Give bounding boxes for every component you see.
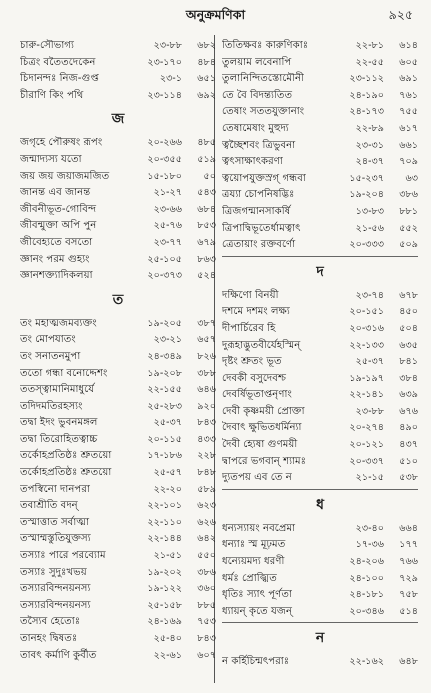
index-entry xyxy=(222,571,418,588)
entry-term: তদ্বা ইদং ভুবনমঙ্গল xyxy=(20,417,98,429)
entry-page: ৩৮৬ xyxy=(399,189,418,201)
index-entry xyxy=(20,135,216,152)
entry-page: ৮৫৩ xyxy=(197,220,216,232)
entry-page: ৮৪৮ xyxy=(197,467,216,479)
entry-page: ৬৪৮ xyxy=(399,656,418,668)
entry-term: ততস্ত্বামানিমাধুর্যে xyxy=(20,384,95,396)
index-entry xyxy=(222,537,418,554)
entry-term: চীরাণি কিং পথি xyxy=(20,89,84,101)
entry-page: ৫৫০ xyxy=(197,550,216,562)
entry-page: ৬৩৯ xyxy=(399,389,418,401)
entry-page: ৩৮৮ xyxy=(197,367,216,379)
entry-reference: ২৩-৭৭ xyxy=(153,236,182,248)
entry-page: ৬৪৬ xyxy=(197,384,216,396)
entry-page: ৫০ xyxy=(203,170,216,182)
entry-reference: ২৪-১৯০ xyxy=(349,89,384,101)
entry-reference: ২৪-১৬৯ xyxy=(147,616,182,628)
index-entry xyxy=(20,415,216,432)
index-entry xyxy=(222,121,418,138)
entry-reference: ১৫-২৩৭ xyxy=(349,172,384,184)
entry-page: ৬৭৮ xyxy=(399,289,418,301)
entry-term: ততো গন্ধা বনোদ্দেশং xyxy=(20,367,108,379)
entry-reference: ২৩-১ xyxy=(159,73,182,85)
entry-page: ৭৫৮ xyxy=(399,589,418,601)
entry-term: তস্যৈব হেতোঃ xyxy=(20,616,81,628)
entry-term: চিদানন্দঃ নিজ-গুপ্ত xyxy=(20,73,99,85)
entry-page: ৬৬১ xyxy=(399,139,418,151)
index-entry xyxy=(222,104,418,121)
entry-term: তস্যাঃ পারে পরব্যোম xyxy=(20,550,106,562)
entry-term: তেষামেষাং মুহুদ্য xyxy=(222,122,289,134)
entry-page: ৭০৯ xyxy=(399,156,418,168)
index-entry xyxy=(20,498,216,515)
index-entry xyxy=(20,185,216,202)
index-entry xyxy=(20,382,216,399)
entry-term: দৃষ্টং শ্রুতং ভূত xyxy=(222,356,282,368)
entry-page: ৬৭৬ xyxy=(399,405,418,417)
index-entry xyxy=(20,465,216,482)
entry-reference: ১৯-২০৮ xyxy=(147,367,182,379)
entry-page: ৫১৪ xyxy=(399,605,418,617)
entry-term: দশমে দশমং লক্ষ্য xyxy=(222,306,290,318)
entry-term: চিত্রং বতৈতদেকেন xyxy=(20,56,96,68)
index-entry xyxy=(222,138,418,155)
entry-term: ত্বৎসাক্ষাৎকরণা xyxy=(222,156,283,168)
entry-page: ৭৬১ xyxy=(399,89,418,101)
entry-term: তদিদমতিরহস্যং xyxy=(20,400,83,412)
index-entry xyxy=(20,565,216,582)
index-entry xyxy=(222,38,418,55)
entry-term: ধন্যাঃ স্ম মূঢ়মত xyxy=(222,539,286,551)
entry-page: ৮৬৩ xyxy=(197,253,216,265)
entry-term: তস্যারবিন্দনয়নস্য xyxy=(20,599,91,611)
index-entry xyxy=(20,448,216,465)
entry-reference: ১৩-৮৩ xyxy=(355,205,384,217)
entry-reference: ২৩-৭৪ xyxy=(355,289,384,301)
index-entry xyxy=(222,187,418,204)
entry-term: তর্কোহপ্রতিষ্ঠঃ শ্রুতয়ো xyxy=(20,467,112,479)
entry-term: জ্ঞানং পরম গুহ্যং xyxy=(20,253,90,265)
entry-term: জয় জয় জয়াজমজিত xyxy=(20,170,110,182)
index-entry xyxy=(20,218,216,235)
entry-page: ৩৮৭ xyxy=(197,317,216,329)
entry-term: ত্বচ্ছৈশবং ত্রিভুবনা xyxy=(222,139,296,151)
entry-reference: ২৫-৫৭ xyxy=(153,467,182,479)
index-entry xyxy=(222,304,418,321)
section-ta-entries xyxy=(20,316,216,664)
entry-page: ৪৩৭ xyxy=(399,439,418,451)
left-top-entries xyxy=(20,38,216,104)
entry-reference: ১৭-৩৬ xyxy=(355,539,384,551)
entry-term: দৈবাৎ ক্ষুভিতধর্মিন্যা xyxy=(222,422,302,434)
index-entry xyxy=(20,581,216,598)
entry-term: জীবন্মুক্তা অপি পুন xyxy=(20,220,97,232)
entry-term: জন্মাদ্যস্য যতো xyxy=(20,153,82,165)
entry-term: ধর্মঃ প্রোজ্ঝিত xyxy=(222,572,277,584)
index-entry xyxy=(20,202,216,219)
entry-page: ৬৬৪ xyxy=(399,522,418,534)
index-entry xyxy=(222,354,418,371)
index-entry xyxy=(20,366,216,383)
entry-reference: ২৫-১০৫ xyxy=(147,253,182,265)
entry-page: ৭৫৫ xyxy=(399,106,418,118)
entry-page: ৫১৯ xyxy=(197,153,216,165)
entry-page: ৬৫৭ xyxy=(197,334,216,346)
right-column xyxy=(222,38,418,671)
index-entry xyxy=(222,371,418,388)
entry-term: জানন্ত এব জানন্ত xyxy=(20,187,91,199)
index-entry xyxy=(222,521,418,538)
index-entry xyxy=(222,71,418,88)
entry-term: জগৃহে পৌরুষং রূপং xyxy=(20,137,103,149)
index-entry xyxy=(20,598,216,615)
entry-page: ৪৮৫ xyxy=(197,137,216,149)
entry-page: ৩৬০ xyxy=(197,583,216,595)
entry-page: ৮৪৩ xyxy=(197,633,216,644)
entry-reference: ২০-১৫১ xyxy=(349,306,384,318)
entry-page: ৭২৯ xyxy=(399,572,418,584)
entry-page: ৬২৩ xyxy=(197,500,216,512)
index-entry xyxy=(20,332,216,349)
index-entry xyxy=(222,204,418,221)
entry-page: ৬৩৫ xyxy=(399,339,418,351)
entry-term: চারু-সৌভাগ্য xyxy=(20,40,74,51)
entry-page: ৪৫০ xyxy=(399,306,418,318)
entry-term: দৈবী হ্যেষা গুণময়ী xyxy=(222,439,298,451)
entry-page: ৪৩৩ xyxy=(197,433,216,445)
entry-reference: ২২-১৫৫ xyxy=(147,384,182,396)
entry-term: ত্রিজগন্মানসাকর্ষি xyxy=(222,205,291,217)
index-entry xyxy=(20,531,216,548)
entry-page: ৮৮৫ xyxy=(197,599,216,611)
entry-reference: ২৫-৪০ xyxy=(153,633,182,644)
index-entry xyxy=(20,169,216,186)
index-entry xyxy=(20,432,216,449)
entry-term: তং মহাত্মজমব্যক্তং xyxy=(20,317,97,329)
entry-reference: ২৪-১৮১ xyxy=(349,589,384,601)
entry-term: দ্যুতপয় এব তে ন xyxy=(222,472,292,484)
entry-page: ৫০৯ xyxy=(399,239,418,251)
entry-term: দীপার্চিরেব হি xyxy=(222,322,276,334)
entry-page: ৫০৪ xyxy=(399,322,418,334)
entry-reference: ২৩-৮৮ xyxy=(355,405,384,417)
entry-term: দেবকী বসুদেবশ্চ xyxy=(222,372,287,384)
entry-reference: ২২-৫৫ xyxy=(355,56,384,68)
entry-reference: ২০-৩৪৬ xyxy=(349,605,384,617)
entry-reference: ২২-১৪১ xyxy=(349,389,384,401)
entry-reference: ২৫-৩৭ xyxy=(153,417,182,429)
entry-reference: ১৯-২০২ xyxy=(147,566,182,578)
index-entry xyxy=(20,399,216,416)
entry-reference: ২০-৩১৬ xyxy=(349,322,384,334)
entry-page: ৩৮৬ xyxy=(197,566,216,578)
entry-reference: ২২-১১০ xyxy=(147,516,182,528)
section-heading-na: ন xyxy=(222,622,418,654)
section-heading-da: দ xyxy=(222,256,418,288)
entry-term: দক্ষিণো বিনয়ী xyxy=(222,289,279,301)
index-entry xyxy=(20,152,216,169)
entry-term: তানহং দ্বিষতঃ xyxy=(20,633,78,644)
entry-page: ৮৪৩ xyxy=(197,417,216,429)
index-entry xyxy=(222,88,418,105)
entry-term: ত্বয়োপযুক্তস্রগ্ গন্ধবা xyxy=(222,172,306,184)
index-entry xyxy=(20,71,216,88)
entry-reference: ২৩-২১ xyxy=(153,334,182,346)
section-na-entries xyxy=(222,654,418,671)
entry-term: তুলানিন্দিতস্তোমৌনী xyxy=(222,73,304,85)
entry-reference: ২১-৫৬ xyxy=(355,222,384,234)
entry-term: দ্বাপরে ভগবান্ শ্যামঃ xyxy=(222,455,307,467)
index-entry xyxy=(222,554,418,571)
entry-term: ধন্যেয়মদ্য ধরণী xyxy=(222,556,285,568)
entry-page: ৫৮৯ xyxy=(197,483,216,495)
entry-term: তস্যারবিন্দনয়নস্য xyxy=(20,583,91,595)
index-entry xyxy=(20,235,216,252)
entry-page: ৬৪২ xyxy=(197,533,216,545)
index-entry xyxy=(20,548,216,565)
entry-reference: ২০-১২১ xyxy=(349,439,384,451)
entry-term: তপস্বিনো দানপরা xyxy=(20,483,90,495)
entry-reference: ২৩-১৭০ xyxy=(147,56,182,68)
entry-reference: ২৩-৮৮ xyxy=(153,40,182,51)
entry-reference: ২৪-৩৪৯ xyxy=(147,350,182,362)
entry-reference: ১৯-২০৫ xyxy=(147,317,182,329)
index-entry xyxy=(222,221,418,238)
entry-reference: ২২-৬১ xyxy=(153,649,182,661)
section-ja-entries xyxy=(20,135,216,284)
index-entry xyxy=(222,420,418,437)
entry-reference: ২২-১৬২ xyxy=(349,656,384,668)
entry-reference: ২৪-১০০ xyxy=(349,572,384,584)
section-heading-dha: ধ xyxy=(222,489,418,521)
entry-reference: ২০-১১৫ xyxy=(147,433,182,445)
section-dha-entries xyxy=(222,521,418,621)
entry-term: তবাশ্রীতি বদন্ xyxy=(20,500,78,512)
entry-reference: ২৩-৩১ xyxy=(355,139,384,151)
entry-reference: ২০-৩৫৫ xyxy=(147,153,182,165)
right-top-entries xyxy=(222,38,418,254)
entry-reference: ২৩-৬৬ xyxy=(153,203,182,215)
entry-reference: ১৭-১৮৬ xyxy=(147,450,182,462)
index-entry xyxy=(222,321,418,338)
index-entry xyxy=(20,648,216,665)
page-title: অনুক্রমণিকা xyxy=(185,7,246,22)
entry-reference: ২১-২৭ xyxy=(153,187,182,199)
entry-reference: ২৪-৩৭ xyxy=(355,156,384,168)
index-entry xyxy=(222,338,418,355)
entry-term: তং মোপযাতং xyxy=(20,334,76,346)
entry-page: ৬১৭ xyxy=(399,122,418,134)
entry-reference: ২২-৮১ xyxy=(355,40,384,51)
entry-page: ৬০৭ xyxy=(197,649,216,661)
entry-term: তাবৎ কর্মাণি কুর্বীত xyxy=(20,649,97,661)
entry-reference: ২৫-৩৭ xyxy=(355,356,384,368)
entry-page: ২২৮ xyxy=(197,450,216,462)
entry-page: ৮৮১ xyxy=(399,205,418,217)
index-entry xyxy=(222,654,418,671)
entry-page: ৬৮২ xyxy=(197,40,216,51)
entry-page: ৫৪৩ xyxy=(197,187,216,199)
index-entry xyxy=(222,437,418,454)
entry-term: ধন্যস্যায়ং নবপ্রেমা xyxy=(222,522,296,534)
entry-page: ৯২০ xyxy=(197,400,216,412)
entry-reference: ২৩-৪০ xyxy=(355,522,384,534)
entry-reference: ২০-৩৭৩ xyxy=(147,270,182,282)
index-entry xyxy=(222,154,418,171)
entry-term: তে বৈ বিদন্ত্যতিত xyxy=(222,89,293,101)
entry-page: ৬০৫ xyxy=(399,56,418,68)
index-entry xyxy=(222,587,418,604)
index-entry xyxy=(20,349,216,366)
entry-reference: ২১-১৫ xyxy=(355,472,384,484)
entry-term: দেবী কৃষ্ণময়ী প্রোক্তা xyxy=(222,405,305,417)
entry-reference: ২৪-২০৬ xyxy=(349,556,384,568)
entry-reference: ১৯-১২২ xyxy=(147,583,182,595)
index-entry xyxy=(20,55,216,72)
entry-page: ৩৮৪ xyxy=(399,372,418,384)
entry-page: ৫৫২ xyxy=(399,222,418,234)
entry-reference: ২০-৩৩৭ xyxy=(349,455,384,467)
entry-term: জ্ঞানশক্ত্যাদিকলয়া xyxy=(20,270,93,282)
entry-reference: ২৩-১১৪ xyxy=(147,89,182,101)
entry-term: ত্রয্যা চোপনিষদ্ভিঃ xyxy=(222,189,295,201)
entry-reference: ২৪-১৭৩ xyxy=(349,106,384,118)
entry-term: দুরূহাদ্ভুতবীর্যেহস্মিন্ xyxy=(222,339,301,351)
index-entry xyxy=(222,387,418,404)
entry-term: দেবর্ষিভূতাপ্তনৃণাং xyxy=(222,389,292,401)
index-entry xyxy=(222,171,418,188)
entry-page: ৬৯২ xyxy=(197,89,216,101)
index-entry xyxy=(20,614,216,631)
entry-reference: ১৯-১৯৭ xyxy=(349,372,384,384)
entry-page: ৬৩ xyxy=(405,172,418,184)
entry-term: তস্যাঃ সুদুঃখভয় xyxy=(20,566,87,578)
entry-reference: ২২-১৩৩ xyxy=(349,339,384,351)
entry-page: ৬৫১ xyxy=(197,73,216,85)
entry-term: তিতিক্ষবঃ কারুণিকাঃ xyxy=(222,40,309,51)
left-column xyxy=(20,38,216,664)
entry-reference: ২৩-১১২ xyxy=(349,73,384,85)
entry-reference: ২০-৩৩৩ xyxy=(349,239,384,251)
entry-page: ৮৪১ xyxy=(399,356,418,368)
index-entry xyxy=(222,237,418,254)
entry-term: ন কর্হিচিন্মৎপরাঃ xyxy=(222,656,290,668)
index-entry xyxy=(222,454,418,471)
entry-term: ত্রিপাদ্বিভূতের্ধামত্বাৎ xyxy=(222,222,301,234)
entry-page: ৪৯০ xyxy=(399,422,418,434)
entry-reference: ২৫-৭৬ xyxy=(153,220,182,232)
entry-page: ৮২৬ xyxy=(197,350,216,362)
entry-reference: ২২-১০১ xyxy=(147,500,182,512)
entry-reference: ১৫-১৮০ xyxy=(147,170,182,182)
index-entry xyxy=(222,288,418,305)
entry-page: ৬৯১ xyxy=(399,73,418,85)
entry-page: ৫২৪ xyxy=(197,270,216,282)
section-heading-ja: জ xyxy=(111,111,125,128)
index-entry xyxy=(20,631,216,648)
entry-reference: ২২-৮৯ xyxy=(355,122,384,134)
entry-page: ৬৭৯ xyxy=(197,236,216,248)
entry-term: তর্কোহপ্রতিষ্ঠঃ শ্রুতয়ো xyxy=(20,450,112,462)
entry-term: তং সনাতনমুপা xyxy=(20,350,81,362)
entry-page: ৫১০ xyxy=(399,455,418,467)
index-entry xyxy=(222,55,418,72)
entry-term: তস্মাত্তাত সর্বাত্মা xyxy=(20,516,90,528)
entry-reference: ২০-২৭৪ xyxy=(349,422,384,434)
index-entry xyxy=(222,404,418,421)
entry-reference: ২৫-১৫৮ xyxy=(147,599,182,611)
entry-page: ৪৮৪ xyxy=(197,56,216,68)
section-da-entries xyxy=(222,288,418,487)
index-entry xyxy=(20,252,216,269)
section-heading-ta: ত xyxy=(112,291,124,308)
page-number: ৯২৫ xyxy=(388,7,413,22)
index-entry xyxy=(222,470,418,487)
entry-page: ৫৩৮ xyxy=(399,472,418,484)
index-entry xyxy=(20,316,216,333)
entry-term: ধ্যায়ন্ কৃতে যজন্ xyxy=(222,605,293,617)
entry-term: জীবেহ্যতে বসতো xyxy=(20,236,93,248)
entry-page: ৭৫৩ xyxy=(197,616,216,628)
entry-page: ৬৮৪ xyxy=(197,203,216,215)
entry-term: তুলয়াম লবেনাপি xyxy=(222,56,292,68)
entry-page: ৭৬৬ xyxy=(399,556,418,568)
index-entry xyxy=(20,88,216,105)
entry-reference: ২২-১৪৪ xyxy=(147,533,182,545)
entry-page: ১৭৭ xyxy=(399,539,418,551)
entry-term: তেষাং সততযুক্তানাং xyxy=(222,106,305,118)
entry-term: ত্রেতায়াং রক্তবর্ণো xyxy=(222,239,296,251)
index-entry xyxy=(20,268,216,285)
entry-reference: ২০-২৬৬ xyxy=(147,137,182,149)
entry-term: জীবনীভূত-গোবিন্দ xyxy=(20,203,97,215)
index-entry xyxy=(20,482,216,499)
entry-reference: ২৫-২৮৩ xyxy=(147,400,182,412)
entry-term: তদ্বা তিরোহিতত্বাচ্চ xyxy=(20,433,98,445)
entry-page: ৬২৬ xyxy=(197,516,216,528)
entry-reference: ২১-৫১ xyxy=(153,550,182,562)
entry-reference: ১৯-২০৪ xyxy=(349,189,384,201)
entry-term: ধৃতিঃ স্যাৎ পূর্ণতা xyxy=(222,589,292,601)
index-entry xyxy=(222,604,418,621)
index-entry xyxy=(20,38,216,55)
entry-term: তস্মাম্মস্তুতিযুক্তস্য xyxy=(20,533,91,545)
index-entry xyxy=(20,515,216,532)
entry-page: ৬১৪ xyxy=(399,40,418,51)
entry-reference: ২২-২০ xyxy=(153,483,182,495)
